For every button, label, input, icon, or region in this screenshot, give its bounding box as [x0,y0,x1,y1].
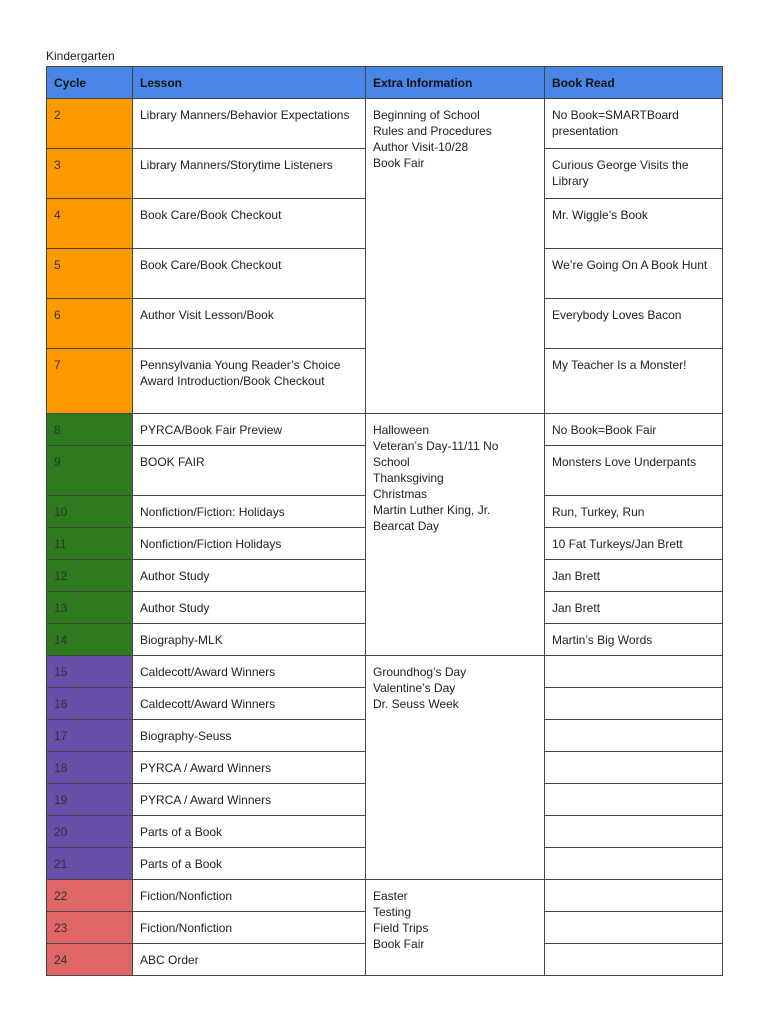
book-read-cell: Run, Turkey, Run [545,496,723,528]
cycle-cell: 9 [47,446,133,496]
lesson-cell: Author Study [133,560,366,592]
lesson-cell: PYRCA/Book Fair Preview [133,414,366,446]
cycle-cell: 12 [47,560,133,592]
lesson-cell: Book Care/Book Checkout [133,199,366,249]
cycle-cell: 7 [47,349,133,414]
cycle-cell: 4 [47,199,133,249]
book-read-cell: We’re Going On A Book Hunt [545,249,723,299]
book-read-cell: Monsters Love Underpants [545,446,723,496]
extra-information-line: Veteran’s Day-11/11 No School [373,439,499,469]
cycle-cell: 19 [47,784,133,816]
table-caption: Kindergarten [46,49,115,63]
extra-information-line: Christmas [373,487,428,501]
extra-information-line: Author Visit-10/28 [373,140,469,154]
header-book-read: Book Read [545,67,723,99]
cycle-cell: 2 [47,99,133,149]
lesson-cell: Author Visit Lesson/Book [133,299,366,349]
lesson-cell: Caldecott/Award Winners [133,656,366,688]
lesson-cell: Pennsylvania Young Reader’s Choice Award Introduction/Book Checkout [133,349,366,414]
header-extra-information: Extra Information [366,67,545,99]
cycle-cell: 17 [47,720,133,752]
lesson-cell: Parts of a Book [133,816,366,848]
extra-information-line: Thanksgiving [373,471,444,485]
cycle-cell: 6 [47,299,133,349]
lesson-cell: Fiction/Nonfiction [133,912,366,944]
cycle-cell: 24 [47,944,133,976]
header-row [47,67,723,99]
book-read-cell: My Teacher Is a Monster! [545,349,723,414]
lesson-cell: ABC Order [133,944,366,976]
book-read-cell [545,880,723,912]
cycle-cell: 21 [47,848,133,880]
cycle-cell: 15 [47,656,133,688]
extra-information-cell [366,656,545,880]
lesson-cell: Parts of a Book [133,848,366,880]
book-read-cell: Martin’s Big Words [545,624,723,656]
schedule-table [46,66,723,976]
extra-information-line: Martin Luther King, Jr. [373,503,491,517]
extra-information-cell [366,414,545,656]
lesson-cell: PYRCA / Award Winners [133,784,366,816]
extra-information-line: Valentine’s Day [373,681,456,695]
book-read-cell: No Book=Book Fair [545,414,723,446]
book-read-cell: Jan Brett [545,592,723,624]
lesson-cell: PYRCA / Award Winners [133,752,366,784]
book-read-cell [545,944,723,976]
table-row [47,880,723,912]
extra-information-line: Rules and Procedures [373,124,492,138]
book-read-cell [545,656,723,688]
extra-information-line: Bearcat Day [373,519,440,533]
cycle-cell: 3 [47,149,133,199]
extra-information-line: Book Fair [373,156,425,170]
extra-information-line: Testing [373,905,412,919]
extra-information-line: Beginning of School [373,108,480,122]
cycle-cell: 14 [47,624,133,656]
extra-information-line: Dr. Seuss Week [373,697,459,711]
lesson-cell: Library Manners/Behavior Expectations [133,99,366,149]
cycle-cell: 18 [47,752,133,784]
book-read-cell: No Book=SMARTBoard presentation [545,99,723,149]
book-read-cell: Everybody Loves Bacon [545,299,723,349]
book-read-cell [545,784,723,816]
cycle-cell: 5 [47,249,133,299]
header-lesson: Lesson [133,67,366,99]
cycle-cell: 13 [47,592,133,624]
extra-information-cell [366,880,545,976]
table-row [47,656,723,688]
lesson-cell: Caldecott/Award Winners [133,688,366,720]
book-read-cell [545,912,723,944]
cycle-cell: 16 [47,688,133,720]
book-read-cell: Curious George Visits the Library [545,149,723,199]
schedule-body [47,99,723,976]
lesson-cell: Author Study [133,592,366,624]
book-read-cell [545,688,723,720]
lesson-cell: Biography-Seuss [133,720,366,752]
table-row [47,414,723,446]
extra-information-cell [366,99,545,414]
extra-information-line: Book Fair [373,937,425,951]
book-read-cell: 10 Fat Turkeys/Jan Brett [545,528,723,560]
extra-information-line: Groundhog’s Day [373,665,467,679]
lesson-cell: Nonfiction/Fiction: Holidays [133,496,366,528]
cycle-cell: 23 [47,912,133,944]
book-read-cell [545,720,723,752]
lesson-cell: Book Care/Book Checkout [133,249,366,299]
lesson-cell: BOOK FAIR [133,446,366,496]
cycle-cell: 11 [47,528,133,560]
lesson-cell: Nonfiction/Fiction Holidays [133,528,366,560]
book-read-cell: Mr. Wiggle’s Book [545,199,723,249]
table-row [47,99,723,149]
book-read-cell: Jan Brett [545,560,723,592]
header-cycle: Cycle [47,67,133,99]
lesson-cell: Fiction/Nonfiction [133,880,366,912]
cycle-cell: 22 [47,880,133,912]
cycle-cell: 10 [47,496,133,528]
book-read-cell [545,816,723,848]
extra-information-line: Halloween [373,423,430,437]
lesson-cell: Biography-MLK [133,624,366,656]
extra-information-line: Easter [373,889,408,903]
book-read-cell [545,848,723,880]
cycle-cell: 8 [47,414,133,446]
book-read-cell [545,752,723,784]
cycle-cell: 20 [47,816,133,848]
lesson-cell: Library Manners/Storytime Listeners [133,149,366,199]
extra-information-line: Field Trips [373,921,429,935]
